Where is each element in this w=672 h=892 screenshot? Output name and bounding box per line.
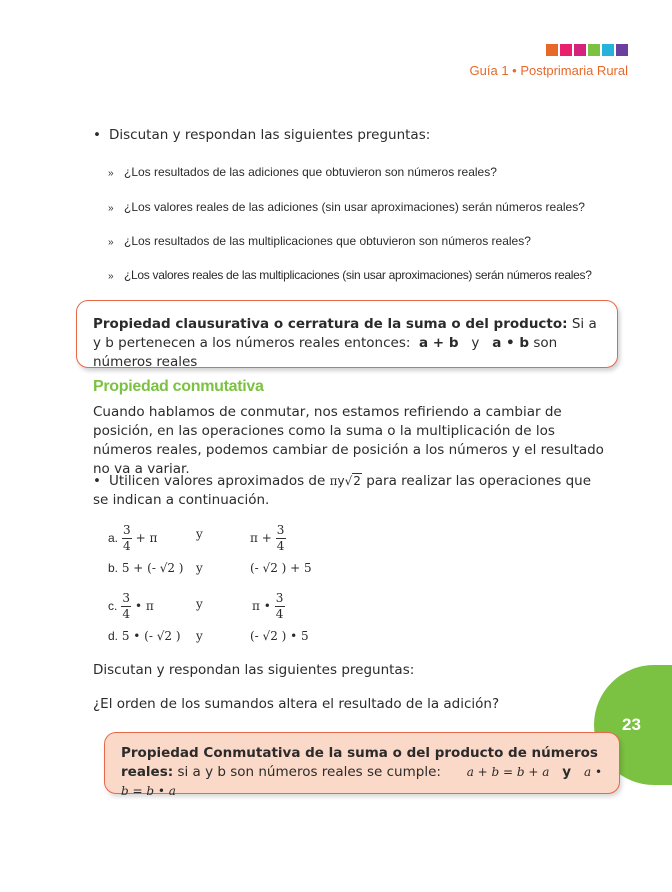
exercise-b-label: b. [108, 561, 119, 575]
pi-dot: π • [252, 599, 271, 613]
question-text: ¿Los resultados de las adiciones que obtuvieron son números reales? [124, 165, 497, 179]
arrow-marker-icon: » [108, 271, 114, 282]
dot-pi: • π [135, 599, 154, 613]
color-square-1 [546, 44, 558, 56]
commutative-property-title: Propiedad Conmutativa de la suma o del producto de números reales: [121, 745, 598, 780]
exercise-d-right: (- √2 ) • 5 [250, 629, 309, 643]
plus-pi: + π [135, 531, 158, 545]
question-text: ¿Los resultados de las multiplicaciones que obtuvieron son números reales? [124, 234, 531, 248]
page-number: 23 [622, 715, 641, 734]
closure-property-title: Propiedad clausurativa o cerratura de la suma o del producto: [93, 316, 568, 332]
exercise-c-right [252, 592, 285, 621]
pi-symbol: π [329, 474, 338, 488]
exercise-b-left-expr: 5 + (- √2 ) [121, 561, 184, 575]
discuss-text: Discutan y respondan las siguientes preguntas: [93, 662, 415, 678]
sqrt-arg: 2 [353, 474, 361, 488]
exercise-a-y: y [196, 527, 203, 541]
exercise-d-left-expr: 5 • (- √2 ) [121, 629, 181, 643]
section-title: Propiedad conmutativa [93, 378, 264, 395]
fraction: $\frac{3}{4}$ [122, 591, 130, 621]
exercise-d-y: y [196, 629, 203, 643]
commutative-paragraph: Cuando hablamos de conmutar, nos estamos refiriendo a cambiar de posición, en las operaciones como la suma o la multiplicación de los números reales, podemos cambiar de posición a los números y el resultado no va a variar. [93, 404, 604, 477]
exercise-b-right: (- √2 ) + 5 [250, 561, 312, 575]
exercise-c-y: y [196, 597, 203, 611]
exercise-a-left [108, 524, 157, 553]
fraction: $\frac{3}{4}$ [276, 523, 285, 553]
arrow-marker-icon: » [108, 168, 114, 179]
question-item [108, 268, 592, 282]
bullet-approx: • Utilicen valores aproximados de πy√2 para realizar las operaciones que se indican a continuación. [93, 473, 592, 508]
exercise-a-right [250, 524, 286, 553]
color-squares [546, 44, 628, 56]
closure-y: y [471, 335, 480, 351]
fraction: $\frac{3}{4}$ [123, 523, 131, 553]
order-question: ¿El orden de los sumandos altera el resultado de la adición? [93, 696, 500, 712]
exercise-c-label: c. [108, 599, 118, 613]
commutative-property-box [104, 732, 620, 798]
exercise-c-left [108, 592, 154, 621]
bullet-approx-after: para realizar las operaciones que se indican a continuación. [93, 473, 592, 508]
bullet-intro: • Discutan y respondan las siguientes preguntas: [93, 127, 431, 143]
closure-property-text [93, 315, 605, 372]
question-text: ¿Los valores reales de las multiplicaciones (sin usar aproximaciones) serán números reales? [124, 268, 592, 282]
exercise-d-left [108, 629, 181, 643]
closure-property-box [76, 300, 618, 368]
commutative-y: y [562, 764, 572, 780]
bullet-approx-y: y [337, 474, 345, 488]
question-text: ¿Los valores reales de las adiciones (sin usar aproximaciones) serán números reales? [124, 200, 585, 214]
color-square-5 [602, 44, 614, 56]
arrow-marker-icon: » [108, 203, 114, 214]
guide-header: Guía 1 • Postprimaria Rural [469, 63, 628, 78]
color-square-3 [574, 44, 586, 56]
exercise-d-label: d. [108, 629, 119, 643]
closure-text-1: Si a y b pertenecen a los números reales entonces: [93, 316, 597, 351]
bullet-approx-before: Utilicen valores aproximados de [109, 473, 326, 489]
arrow-marker-icon: » [108, 237, 114, 248]
exercise-b-y: y [196, 561, 203, 575]
color-square-6 [616, 44, 628, 56]
exercise-b-left [108, 561, 184, 575]
question-item [108, 165, 497, 179]
color-square-4 [588, 44, 600, 56]
exercise-a-label: a. [108, 531, 119, 545]
question-item [108, 234, 531, 248]
commutative-expr-product: a • b = b • a [121, 765, 603, 798]
pi-plus: π + [250, 531, 272, 545]
color-square-2 [560, 44, 572, 56]
commutative-property-text [121, 744, 611, 801]
bullet-intro-text: Discutan y respondan las siguientes preguntas: [109, 127, 431, 143]
question-item [108, 200, 585, 214]
commutative-text-1: si a y b son números reales se cumple: [177, 764, 441, 780]
closure-expr-product: a • b [492, 335, 530, 351]
closure-text-2: son números reales [93, 335, 558, 370]
commutative-expr-sum: a + b = b + a [466, 765, 550, 779]
closure-expr-sum: a + b [419, 335, 459, 351]
fraction: $\frac{3}{4}$ [275, 591, 284, 621]
